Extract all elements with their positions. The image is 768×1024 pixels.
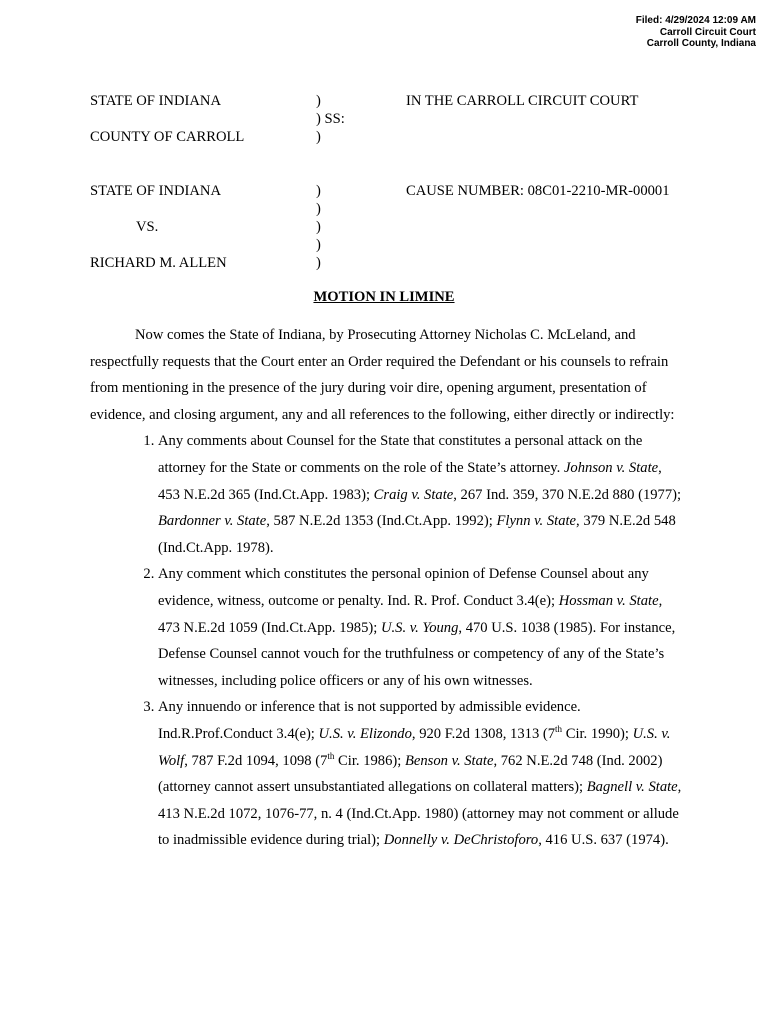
item-text-segment: , 470 U.S. 1038 (1985). For instance, Defense Counsel cannot vouch for the truthfulness or competency of any of the State’s witnesses, including police officers or any of his own witnesses. xyxy=(158,619,676,689)
item-text-segment: Any comment which constitutes the personal opinion of Defense Counsel about any evidence, witness, outcome or penalty. Ind. R. Prof. Conduct 3.4(e); xyxy=(158,566,649,609)
filing-stamp-county: Carroll County, Indiana xyxy=(646,38,756,49)
caption-paren: ) xyxy=(316,129,321,145)
caption-state: STATE OF INDIANA xyxy=(90,93,221,109)
filing-stamp xyxy=(636,15,756,50)
filing-stamp-court: Carroll Circuit Court xyxy=(659,26,756,38)
item-text-segment: , 920 F.2d 1308, 1313 (7 xyxy=(411,725,556,742)
caption-cause-number: CAUSE NUMBER: 08C01-2210-MR-00001 xyxy=(406,183,670,199)
case-citation: U.S. v. Wolf xyxy=(158,725,671,769)
case-citation: Johnson v. State xyxy=(563,459,659,476)
caption-court: IN THE CARROLL CIRCUIT COURT xyxy=(406,93,639,109)
intro-paragraph: Now comes the State of Indiana, by Prosecuting Attorney Nicholas C. McLeland, and respectfully requests that the Court enter an Order required the Defendant or his counsels to refrain from mentioning in the presence of the jury during voir dire, opening argument, presentation of evidence, and closing argument, any and all references to the following, either directly or indirectly: xyxy=(90,327,675,423)
ordinal-suffix: th xyxy=(555,724,563,735)
case-citation: Bagnell v. State xyxy=(586,779,678,796)
caption-plaintiff: STATE OF INDIANA xyxy=(90,183,221,199)
caption-paren: ) xyxy=(316,255,321,271)
request-item xyxy=(158,694,682,854)
motion-body xyxy=(90,322,682,854)
item-text-segment: Any innuendo or inference that is not supported by admissible evidence. Ind.R.Prof.Conduct 3.4(e); xyxy=(158,699,581,742)
filing-stamp-date: Filed: 4/29/2024 12:09 AM xyxy=(635,15,756,26)
item-text-segment: Cir. 1990); xyxy=(562,725,633,742)
request-item-text xyxy=(158,566,675,688)
item-text-segment: , 413 N.E.2d 1072, 1076-77, n. 4 (Ind.Ct.App. 1980) (attorney may not comment or allude to inadmissible evidence during trial); xyxy=(158,779,682,849)
item-text-segment: , 787 F.2d 1094, 1098 (7 xyxy=(184,752,328,769)
item-text-segment: , 453 N.E.2d 365 (Ind.Ct.App. 1983); xyxy=(158,459,662,503)
item-text-segment: , 587 N.E.2d 1353 (Ind.Ct.App. 1992); xyxy=(266,513,497,530)
request-item-text xyxy=(158,433,681,555)
caption-county: COUNTY OF CARROLL xyxy=(90,129,245,145)
caption-paren: ) xyxy=(316,183,321,199)
item-text-segment: , 473 N.E.2d 1059 (Ind.Ct.App. 1985); xyxy=(158,592,663,636)
caption-paren: ) xyxy=(316,93,321,109)
caption-paren: ) xyxy=(316,201,321,217)
request-item xyxy=(158,561,682,694)
case-citation: Bardonner v. State xyxy=(158,513,267,530)
item-text-segment: Any comments about Counsel for the State that constitutes a personal attack on the attorney for the State or comments on the role of the State’s attorney. xyxy=(158,433,643,476)
item-text-segment: , 379 N.E.2d 548 (Ind.Ct.App. 1978). xyxy=(158,513,676,556)
caption-ss: ) SS: xyxy=(316,111,345,127)
case-citation: U.S. v. Elizondo xyxy=(318,725,412,742)
item-text-segment: , 416 U.S. 637 (1974). xyxy=(538,832,669,849)
request-item xyxy=(158,428,682,561)
caption-defendant: RICHARD M. ALLEN xyxy=(90,255,227,271)
caption-versus: VS. xyxy=(136,219,159,235)
caption-paren: ) xyxy=(316,237,321,253)
request-item-text xyxy=(158,699,681,848)
case-citation: Hossman v. State xyxy=(558,592,659,609)
case-citation: Benson v. State xyxy=(404,752,494,769)
case-citation: U.S. v. Young xyxy=(380,619,459,636)
ordinal-suffix: th xyxy=(327,750,335,761)
request-list xyxy=(90,428,682,854)
item-text-segment: , 762 N.E.2d 748 (Ind. 2002) (attorney cannot assert unsubstantiated allegations on collateral matters); xyxy=(158,752,663,796)
caption-paren: ) xyxy=(316,219,321,235)
item-text-segment: Cir. 1986); xyxy=(334,752,405,769)
case-citation: Flynn v. State xyxy=(496,513,577,530)
document-title: MOTION IN LIMINE xyxy=(313,289,455,305)
item-text-segment: , 267 Ind. 359, 370 N.E.2d 880 (1977); xyxy=(453,486,682,503)
case-citation: Craig v. State xyxy=(373,486,454,503)
case-citation: Donnelly v. DeChristoforo xyxy=(383,832,539,849)
